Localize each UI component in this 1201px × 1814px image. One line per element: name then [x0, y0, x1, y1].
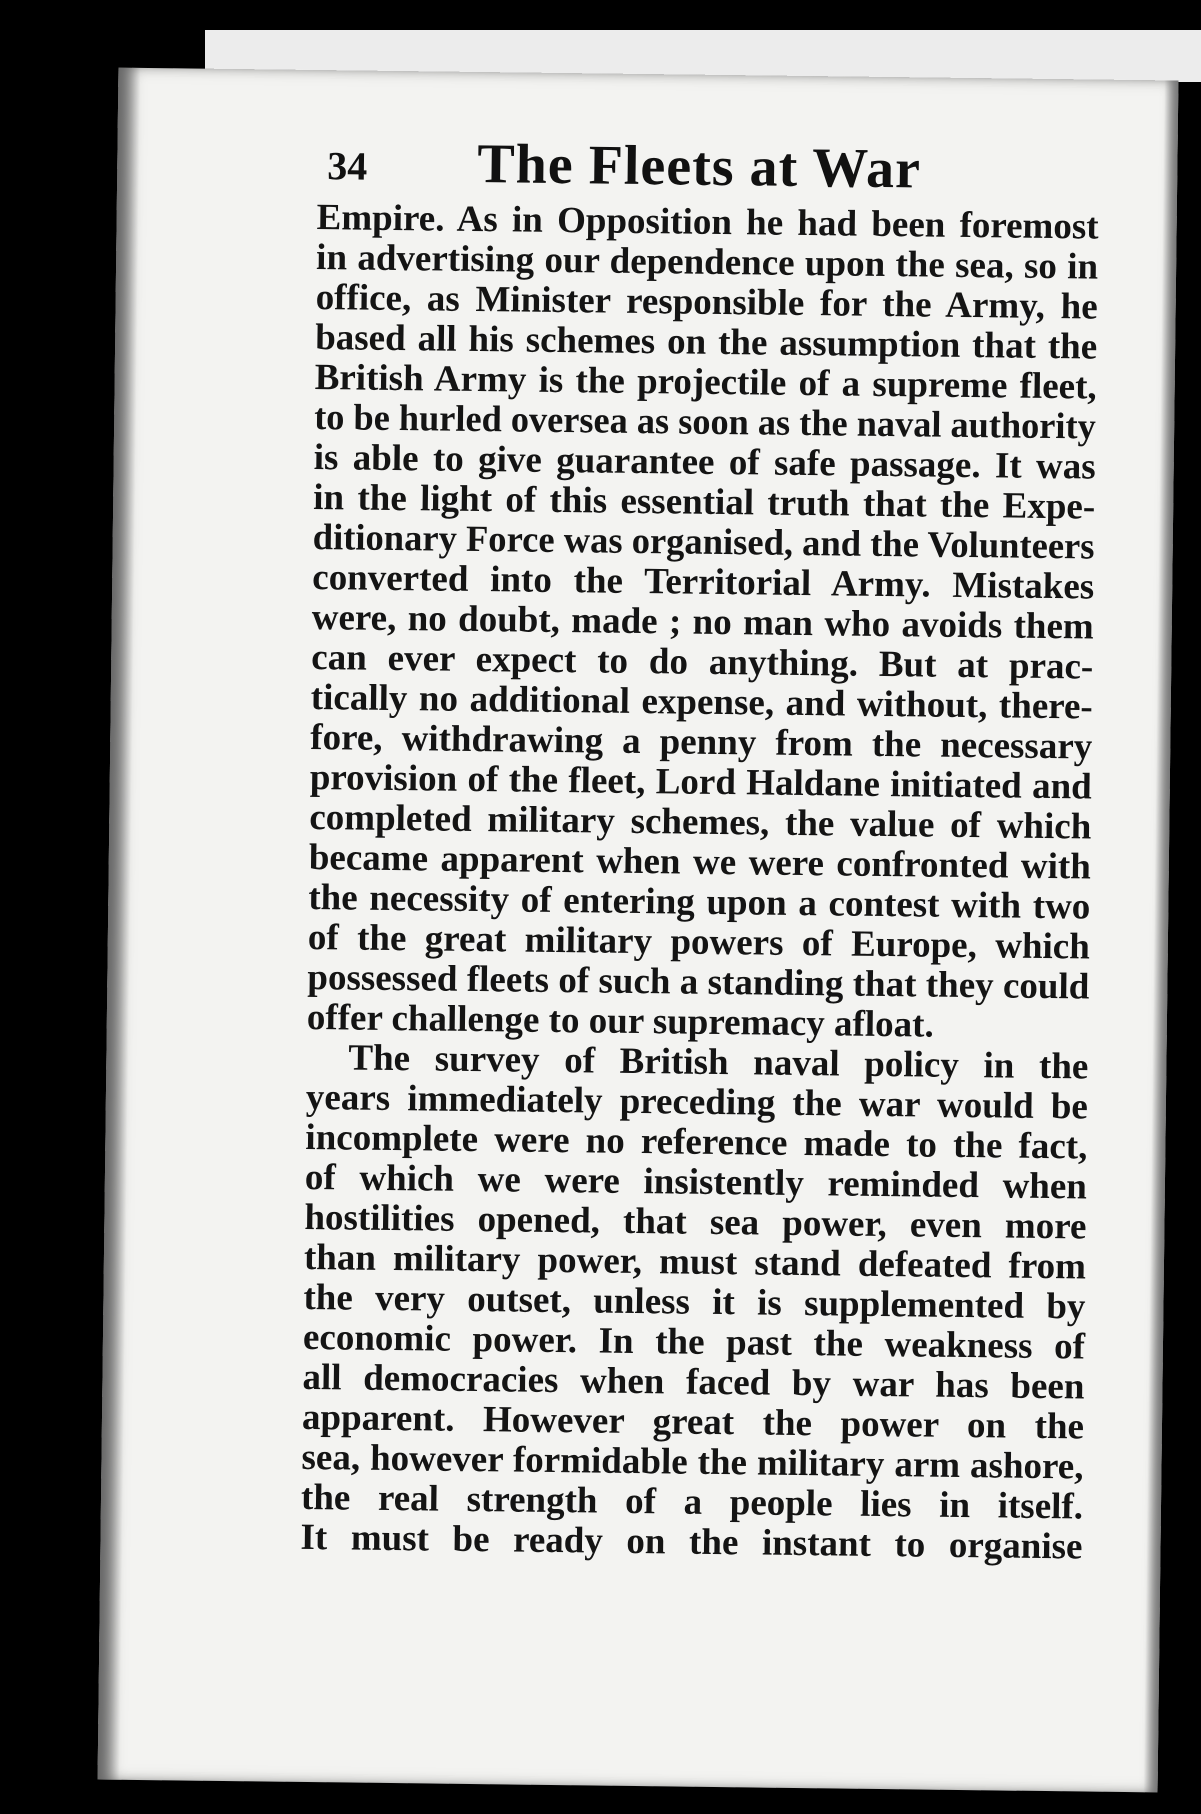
text-line: possessed fleets of such a standing that they could	[307, 956, 1090, 1008]
text-line: The survey of British naval policy in the	[348, 1037, 1089, 1088]
text-line: the necessity of entering upon a contest with two	[308, 876, 1091, 928]
text-line: provision of the fleet, Lord Haldane initiated and	[309, 756, 1093, 808]
text-line: became apparent when we were confronted with	[308, 836, 1092, 888]
text-line: fore, withdrawing a penny from the necessary	[310, 716, 1093, 768]
page-edge-shadow	[1144, 80, 1179, 1792]
page-gutter-shadow	[98, 68, 141, 1780]
text-line: to be hurled oversea as soon as the naval authority	[313, 397, 1097, 448]
text-line: completed military schemes, the value of which	[309, 796, 1092, 848]
page-number: 34	[327, 143, 368, 189]
text-line: in advertising our dependence upon the sea, so in	[315, 237, 1099, 288]
text-line: converted into the Territorial Army. Mistakes	[312, 556, 1095, 608]
text-line: apparent. However great the power on the	[301, 1396, 1085, 1448]
body-text	[300, 198, 1099, 1567]
text-line: all democracies when faced by war has been	[302, 1356, 1085, 1408]
text-line: the very outset, unless it is supplemented by	[303, 1276, 1086, 1328]
text-line: Empire. As in Opposition he had been foremost	[316, 197, 1099, 248]
text-line: is able to give guarantee of safe passage. It was	[313, 437, 1096, 488]
text-line: sea, however formidable the military arm ashore,	[301, 1436, 1084, 1488]
text-line: in the light of this essential truth that the Expe-	[313, 477, 1096, 528]
text-line: British Army is the projectile of a supreme fleet,	[314, 357, 1097, 408]
text-line: It must be ready on the instant to organise	[300, 1516, 1083, 1568]
text-line: office, as Minister responsible for the Army, he	[315, 277, 1098, 328]
book-page	[98, 68, 1179, 1793]
text-line: offer challenge to our supremacy afloat.	[306, 996, 934, 1046]
text-line: can ever expect to do anything. But at prac-	[311, 636, 1094, 688]
text-line: based all his schemes on the assumption that the	[314, 317, 1098, 368]
running-title: The Fleets at War	[476, 132, 922, 201]
text-line: years immediately preceding the war would be	[305, 1076, 1089, 1128]
text-line: of which we were insistently reminded when	[304, 1156, 1088, 1208]
text-line: the real strength of a people lies in itself.	[300, 1476, 1084, 1528]
text-line: of the great military powers of Europe, which	[307, 916, 1091, 968]
text-line: tically no additional expense, and without, there-	[310, 676, 1094, 728]
text-line: ditionary Force was organised, and the Volunteers	[312, 516, 1095, 568]
text-line: were, no doubt, made ; no man who avoids them	[311, 596, 1094, 648]
text-line: than military power, must stand defeated from	[303, 1236, 1087, 1288]
text-line: economic power. In the past the weakness of	[302, 1316, 1086, 1368]
text-line: incomplete were no reference made to the fact,	[305, 1116, 1088, 1168]
text-line: hostilities opened, that sea power, even more	[304, 1196, 1087, 1248]
